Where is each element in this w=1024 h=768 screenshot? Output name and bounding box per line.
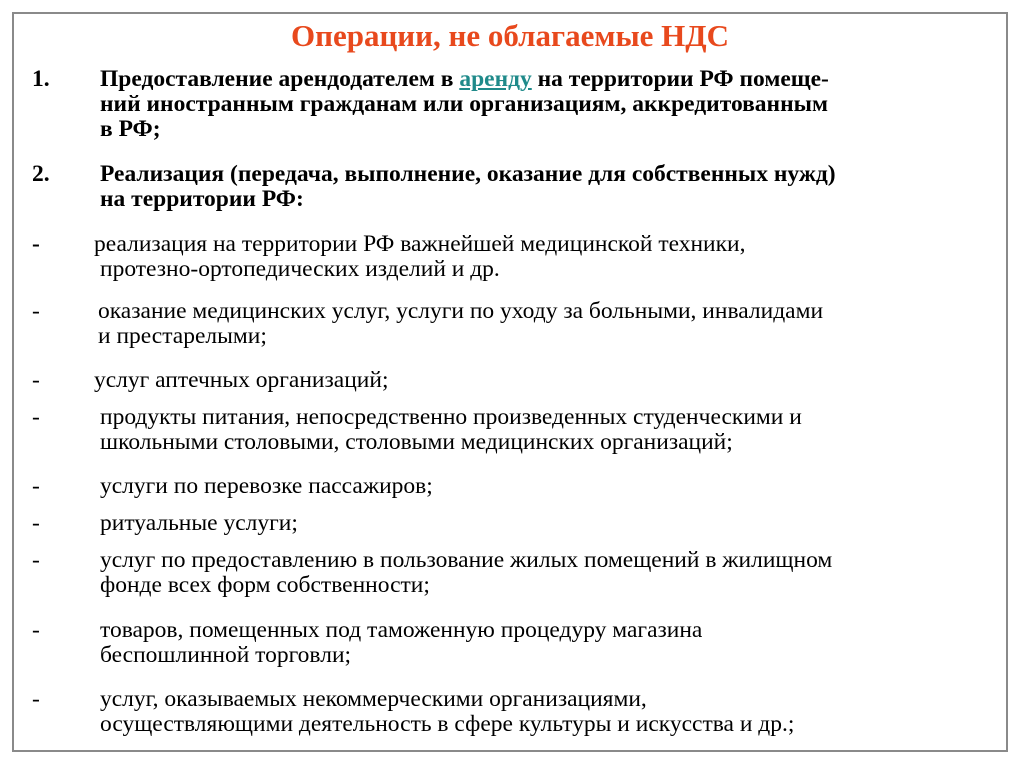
- item-line: Реализация (передача, выполнение, оказание для собственных нужд): [100, 161, 836, 187]
- item-line: услуг по предоставлению в пользование жилых помещений в жилищном: [100, 547, 833, 573]
- page-title: Операции, не облагаемые НДС: [290, 18, 730, 53]
- bullet-dash: -: [32, 473, 40, 499]
- item-line: школьными столовыми, столовыми медицинских организаций;: [100, 429, 733, 455]
- item-line: услуг, оказываемых некоммерческими организациями,: [100, 686, 647, 712]
- item-line: и престарелыми;: [98, 323, 267, 349]
- item-number: 1.: [32, 66, 50, 92]
- item-line: услуг аптечных организаций;: [94, 367, 389, 393]
- item-line: продукты питания, непосредственно произведенных студенческими и: [100, 404, 802, 430]
- item-text-part: Предоставление арендодателем в: [100, 66, 460, 92]
- item-text: [94, 232, 994, 282]
- item-text: [100, 618, 1000, 668]
- item-line: осуществляющими деятельность в сфере культуры и искусства и др.;: [100, 711, 795, 737]
- item-line: беспошлинной торговли;: [100, 642, 352, 668]
- bullet-dash: -: [32, 231, 40, 257]
- item-text: [98, 299, 998, 349]
- bullet-dash: -: [32, 510, 40, 536]
- item-text-part: на территории РФ помеще-: [531, 66, 829, 92]
- item-number: 2.: [32, 161, 50, 187]
- bullet-dash: -: [32, 617, 40, 643]
- bullet-dash: -: [32, 404, 40, 430]
- item-text: [100, 511, 1000, 536]
- bullet-dash: -: [32, 547, 40, 573]
- bullet-dash: -: [32, 686, 40, 712]
- bullet-dash: -: [32, 367, 40, 393]
- item-text: [100, 548, 1000, 598]
- item-text: [100, 405, 1000, 455]
- item-text: [100, 687, 1000, 737]
- item-line: на территории РФ:: [100, 186, 304, 212]
- bullet-dash: -: [32, 298, 40, 324]
- item-text: [94, 368, 994, 393]
- item-line: [100, 67, 1000, 92]
- item-line: ний иностранным гражданам или организациям, аккредитованным: [100, 91, 828, 117]
- item-line: услуги по перевозке пассажиров;: [100, 473, 433, 499]
- item-text: [100, 474, 1000, 499]
- item-text: [100, 67, 1000, 142]
- item-line: оказание медицинских услуг, услуги по уходу за больными, инвалидами: [98, 298, 824, 324]
- item-line: фонде всех форм собственности;: [100, 572, 430, 598]
- slide: [12, 12, 1008, 752]
- item-text: [100, 162, 1000, 212]
- item-line: товаров, помещенных под таможенную процедуру магазина: [100, 617, 703, 643]
- arenda-link[interactable]: аренду: [459, 66, 532, 92]
- item-line: протезно-ортопедических изделий и др.: [100, 256, 500, 282]
- item-line: реализация на территории РФ важнейшей медицинской техники,: [94, 231, 746, 257]
- item-line: в РФ;: [100, 116, 161, 142]
- item-line: ритуальные услуги;: [100, 510, 298, 536]
